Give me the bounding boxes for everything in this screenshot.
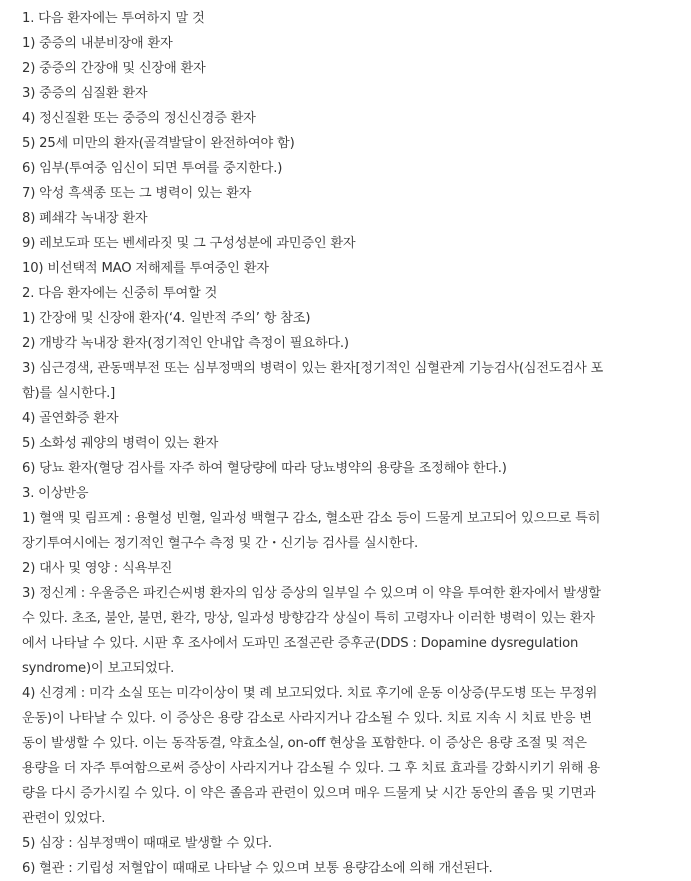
list-item-continuation: 용량을 더 자주 투여함으로써 증상이 사라지거나 감소될 수 있다. 그 후 치료 효과를 강화시키기 위해 용 xyxy=(22,761,600,776)
list-item-continuation: 운동)이 나타날 수 있다. 이 증상은 용량 감소로 사라지거나 감소될 수 있다. 치료 지속 시 치료 반응 변 xyxy=(22,711,592,726)
list-item: 6) 혈관 : 기립성 저혈압이 때때로 나타날 수 있으며 보통 용량감소에 의해 개선된다. xyxy=(22,861,493,876)
list-item-continuation: 장기투여시에는 정기적인 혈구수 측정 및 간・신기능 검사를 실시한다. xyxy=(22,536,419,551)
list-item: 2) 중증의 간장애 및 신장애 환자 xyxy=(22,61,206,76)
list-item: 1) 혈액 및 림프계 : 용혈성 빈혈, 일과성 백혈구 감소, 혈소판 감소 등이 드물게 보고되어 있으므로 특히 xyxy=(22,511,601,526)
list-item: 3) 중증의 심질환 환자 xyxy=(22,86,148,101)
section-heading-adverse-reactions: 3. 이상반응 xyxy=(22,486,89,501)
list-item: 5) 25세 미만의 환자(골격발달이 완전하여야 함) xyxy=(22,136,295,151)
section-heading-precautions: 2. 다음 환자에는 신중히 투여할 것 xyxy=(22,286,218,301)
list-item: 3) 정신계 : 우울증은 파킨슨씨병 환자의 임상 증상의 일부일 수 있으며 이 약을 투여한 환자에서 발생할 xyxy=(22,586,601,601)
list-item: 1) 중증의 내분비장애 환자 xyxy=(22,36,173,51)
list-item: 2) 대사 및 영양 : 식욕부진 xyxy=(22,561,173,576)
list-item: 4) 정신질환 또는 중증의 정신신경증 환자 xyxy=(22,111,256,126)
list-item: 10) 비선택적 MAO 저해제를 투여중인 환자 xyxy=(22,261,269,276)
list-item-continuation: 량을 다시 증가시킬 수 있다. 이 약은 졸음과 관련이 있으며 매우 드물게 낮 시간 동안의 졸음 및 기면과 xyxy=(22,786,596,801)
list-item-continuation: syndrome)이 보고되었다. xyxy=(22,661,175,676)
list-item: 1) 간장애 및 신장애 환자(‘4. 일반적 주의’ 항 참조) xyxy=(22,311,311,326)
list-item: 5) 심장 : 심부정맥이 때때로 발생할 수 있다. xyxy=(22,836,272,851)
section-heading-contraindications: 1. 다음 환자에는 투여하지 말 것 xyxy=(22,11,205,26)
list-item: 6) 당뇨 환자(혈당 검사를 자주 하여 혈당량에 따라 당뇨병약의 용량을 조정해야 한다.) xyxy=(22,461,507,476)
list-item: 3) 심근경색, 관동맥부전 또는 심부정맥의 병력이 있는 환자[정기적인 심혈관계 기능검사(심전도검사 포 xyxy=(22,361,604,376)
list-item: 5) 소화성 궤양의 병력이 있는 환자 xyxy=(22,436,219,451)
list-item-continuation: 수 있다. 초조, 불안, 불면, 환각, 망상, 일과성 방향감각 상실이 특히 고령자나 이러한 병력이 있는 환자 xyxy=(22,611,595,626)
list-item-continuation: 관련이 있었다. xyxy=(22,811,106,826)
list-item: 4) 골연화증 환자 xyxy=(22,411,119,426)
list-item: 2) 개방각 녹내장 환자(정기적인 안내압 측정이 필요하다.) xyxy=(22,336,349,351)
list-item-continuation: 함)를 실시한다.] xyxy=(22,386,116,401)
list-item: 9) 레보도파 또는 벤세라짓 및 그 구성성분에 과민증인 환자 xyxy=(22,236,356,251)
list-item-continuation: 에서 나타날 수 있다. 시판 후 조사에서 도파민 조절곤란 증후군(DDS : Dopamine dysregulation xyxy=(22,636,579,651)
list-item-continuation: 동이 발생할 수 있다. 이는 동작동결, 약효소실, on-off 현상을 포함한다. 이 증상은 용량 조절 및 적은 xyxy=(22,736,587,751)
list-item: 4) 신경계 : 미각 소실 또는 미각이상이 몇 례 보고되었다. 치료 후기에 운동 이상증(무도병 또는 무정위 xyxy=(22,686,598,701)
list-item: 8) 폐쇄각 녹내장 환자 xyxy=(22,211,148,226)
list-item: 7) 악성 흑색종 또는 그 병력이 있는 환자 xyxy=(22,186,252,201)
list-item: 6) 임부(투여중 임신이 되면 투여를 중지한다.) xyxy=(22,161,283,176)
